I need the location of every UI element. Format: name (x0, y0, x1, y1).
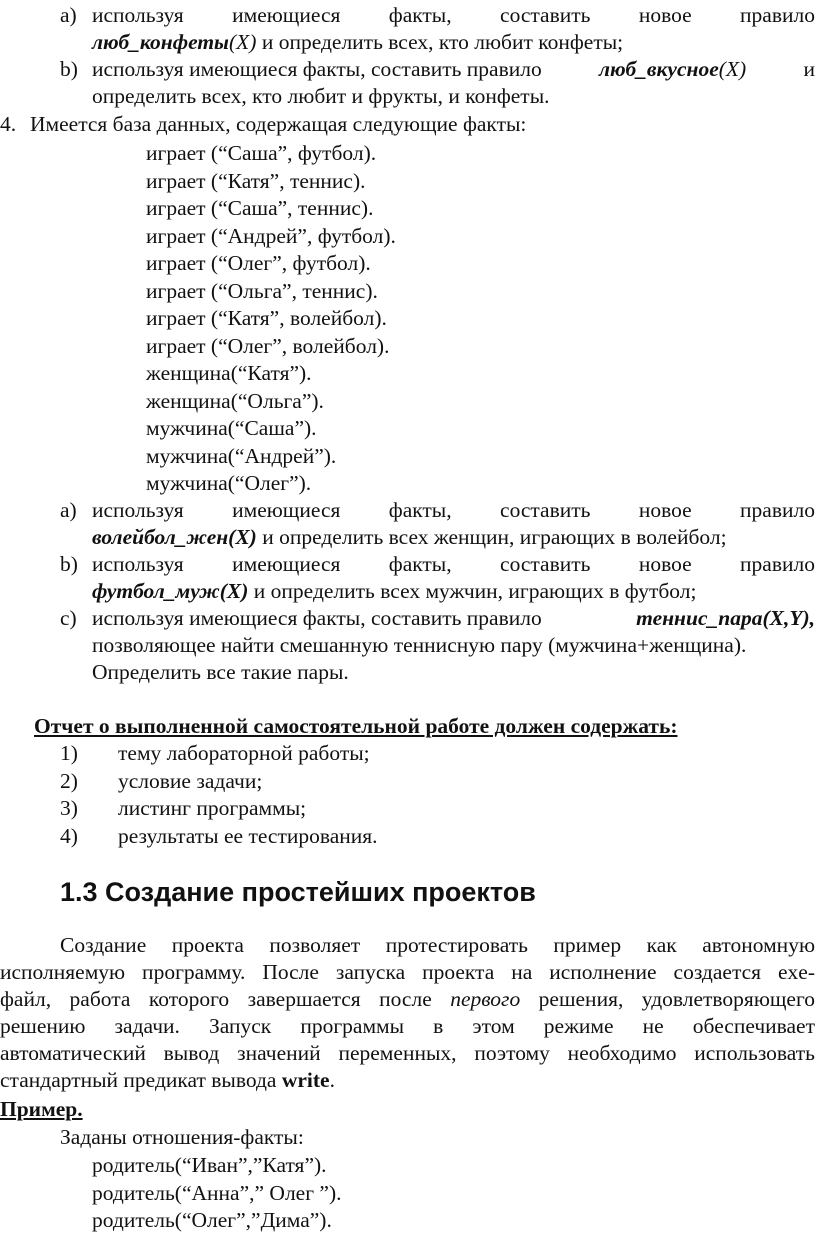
write-keyword: write (281, 1068, 330, 1092)
list-item-text: условие задачи; (118, 768, 263, 793)
task4-c-pre: используя имеющиеся факты, составить правило (92, 606, 542, 630)
paragraph-line: автоматический вывод значений переменных, поэтому необходимо использовать (0, 1041, 815, 1065)
list-item-number: 1) (60, 741, 78, 765)
task4-a-line1: используя имеющиеся факты, составить новое правило (92, 498, 815, 522)
fact-line: играет (“Катя”, волейбол). (146, 306, 387, 330)
section-heading: 1.3 Создание простейших проектов (60, 877, 536, 907)
task3-b-pre: используя имеющиеся факты, составить правило (92, 57, 542, 81)
task4-b-label: b) (60, 552, 78, 576)
example-label: Пример. (0, 1097, 83, 1121)
list-item-number: 3) (60, 796, 78, 820)
fact-line: мужчина(“Олег”). (146, 471, 312, 495)
fact-line: мужчина(“Андрей”). (146, 443, 337, 468)
emphasis-first: первого (450, 987, 521, 1011)
task4-c-line1 (92, 605, 815, 633)
list-item-text: листинг программы; (118, 796, 307, 820)
task4-b-rest: и определить всех мужчин, играющих в футбол; (248, 579, 697, 603)
task3-a-line1: используя имеющиеся факты, составить новое правило (92, 3, 815, 27)
example-fact-line: родитель(“Олег”,”Дима”). (92, 1208, 332, 1232)
task3-b-rule-args: (X) (718, 57, 747, 81)
list-item (60, 823, 660, 851)
task3-b-label: b) (60, 57, 78, 81)
task3-b-post: и (803, 57, 815, 81)
fact-line: играет (“Андрей”, футбол). (146, 223, 396, 248)
paragraph-line: Создание проекта позволяет протестировать пример как автономную (60, 933, 815, 957)
list-item-number: 2) (60, 768, 78, 793)
task4-c-rule: теннис_пара(X,Y), (636, 606, 815, 630)
fact-line: играет (“Катя”, теннис). (146, 168, 366, 193)
task3-b-line1 (92, 56, 815, 84)
list-item (60, 768, 660, 796)
task3-a-label: a) (60, 3, 77, 27)
list-item-text: результаты ее тестирования. (118, 823, 378, 848)
list-item-number: 4) (60, 823, 78, 848)
paragraph-line: исполняемую программу. После запуска проекта на исполнение создается exe- (0, 960, 815, 984)
fact-line: женщина(“Ольга”). (146, 388, 324, 413)
paragraph-text: файл, работа которого завершается после (0, 987, 451, 1011)
task3-b-rule: люб_вкусное (599, 57, 719, 81)
task4-a-rule: волейбол_жен(X) (92, 525, 257, 549)
task4-b-line1: используя имеющиеся факты, составить новое правило (92, 552, 815, 576)
paragraph-line: решению задачи. Запуск программы в этом режиме не обеспечивает (0, 1014, 815, 1038)
task4-b-rule: футбол_муж(X) (92, 579, 249, 603)
paragraph-text: стандартный предикат вывода (0, 1068, 282, 1092)
task4-a-label: a) (60, 498, 77, 522)
task3-a-rest: и определить всех, кто любит конфеты; (256, 30, 624, 54)
task4-c-label: c) (60, 606, 77, 630)
list-item (60, 740, 660, 768)
task3-b-line2: определить всех, кто любит и фрукты, и конфеты. (92, 84, 550, 108)
task4-a-rest: и определить всех женщин, играющих в волейбол; (256, 525, 727, 549)
fact-line: играет (“Олег”, волейбол). (146, 333, 390, 358)
fact-line: играет (“Олег”, футбол). (146, 251, 371, 275)
example-facts (92, 1152, 342, 1235)
report-list (60, 740, 660, 850)
fact-line: играет (“Саша”, футбол). (146, 141, 377, 165)
task4-c-line3: Определить все такие пары. (92, 660, 349, 684)
example-fact-line: родитель(“Анна”,” Олег ”). (92, 1180, 342, 1205)
fact-line: женщина(“Катя”). (146, 361, 312, 385)
paragraph-text: решения, удовлетворяющего (520, 987, 816, 1011)
example-intro: Заданы отношения-факты: (60, 1125, 304, 1149)
report-title: Отчет о выполненной самостоятельной работе должен содержать: (34, 714, 678, 738)
task4-a-line2 (92, 524, 727, 552)
paragraph-line (0, 1067, 335, 1095)
task4-c-line2: позволяющее найти смешанную теннисную пару (мужчина+женщина). (92, 633, 747, 657)
facts-list (146, 140, 396, 498)
paragraph-text: . (329, 1068, 335, 1092)
task4-number: 4. (0, 112, 17, 136)
task3-a-rule-args: (X) (228, 30, 257, 54)
example-fact-line: родитель(“Иван”,”Катя”). (92, 1153, 327, 1177)
task3-a-line2 (92, 29, 623, 57)
list-item-text: тему лабораторной работы; (118, 741, 370, 765)
list-item (60, 795, 660, 823)
task4-intro: Имеется база данных, содержащая следующие факты: (30, 112, 527, 136)
paragraph-line (0, 986, 815, 1014)
fact-line: играет (“Саша”, теннис). (146, 196, 374, 220)
task3-a-rule: люб_конфеты (92, 30, 229, 54)
task4-b-line2 (92, 578, 696, 606)
fact-line: играет (“Ольга”, теннис). (146, 278, 378, 303)
fact-line: мужчина(“Саша”). (146, 416, 317, 440)
